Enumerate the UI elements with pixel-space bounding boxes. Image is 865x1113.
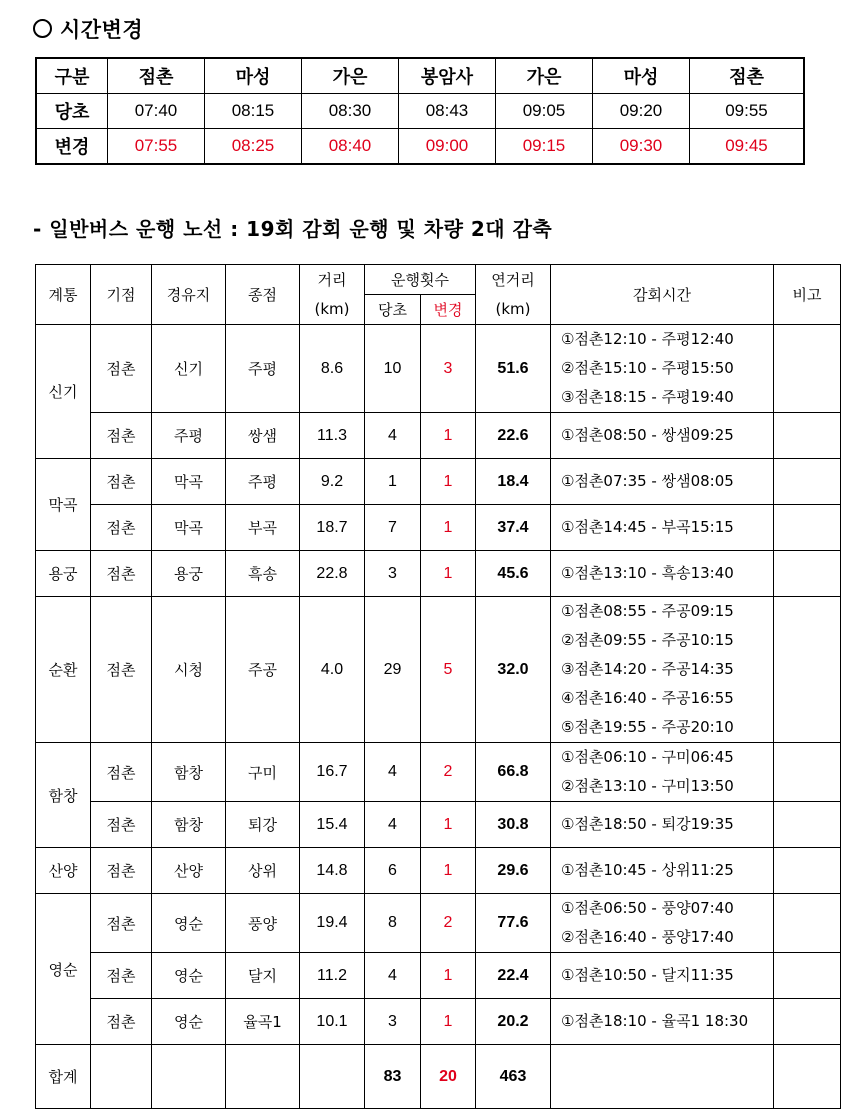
time-cell: 08:43	[399, 94, 496, 129]
via-cell: 용궁	[152, 551, 226, 597]
reduced-time-entry: ①점촌18:10 - 율곡1 18:30	[561, 1012, 749, 1030]
time-cell: 09:15	[496, 129, 593, 165]
empty-cell	[226, 1045, 300, 1109]
header-runs-changed: 변경	[421, 295, 476, 325]
header-runs: 운행횟수	[365, 265, 476, 295]
reduced-time-entry: ①점촌10:45 - 상위11:25	[561, 861, 734, 879]
reduced-times-cell	[551, 743, 774, 802]
origin-cell: 점촌	[91, 505, 152, 551]
reduced-times-cell	[551, 802, 774, 848]
header-origin: 기점	[91, 265, 152, 325]
reduced-time-entry: ①점촌18:50 - 퇴강19:35	[561, 815, 734, 833]
origin-cell: 점촌	[91, 953, 152, 999]
terminus-cell: 부곡	[226, 505, 300, 551]
route-row	[36, 953, 841, 999]
distance-cell: 9.2	[300, 459, 365, 505]
origin-cell: 점촌	[91, 802, 152, 848]
system-name: 신기	[36, 325, 91, 459]
bus-route-table	[35, 264, 841, 1109]
reduced-time-entry: ①점촌14:45 - 부곡15:15	[561, 518, 734, 536]
header-total-distance: 연거리	[476, 265, 551, 295]
origin-cell: 점촌	[91, 459, 152, 505]
terminus-cell: 상위	[226, 848, 300, 894]
time-cell: 09:00	[399, 129, 496, 165]
system-name: 순환	[36, 597, 91, 743]
time-cell: 09:45	[690, 129, 805, 165]
remarks-cell	[774, 743, 841, 802]
remarks-cell	[774, 459, 841, 505]
reduced-times-cell	[551, 505, 774, 551]
original-runs-cell: 3	[365, 999, 421, 1045]
section-2-title: - 일반버스 운행 노선 : 19회 감회 운행 및 차량 2대 감축	[33, 217, 553, 241]
origin-cell: 점촌	[91, 413, 152, 459]
total-distance-cell: 30.8	[476, 802, 551, 848]
reduced-time-entry: ①점촌07:35 - 쌍샘08:05	[561, 472, 734, 490]
time-cell: 09:55	[690, 94, 805, 129]
header-runs-original: 당초	[365, 295, 421, 325]
original-runs-cell: 7	[365, 505, 421, 551]
route-rows	[36, 325, 841, 1045]
distance-cell: 10.1	[300, 999, 365, 1045]
reduced-times-cell	[551, 848, 774, 894]
system-name: 영순	[36, 894, 91, 1045]
empty-cell	[774, 1045, 841, 1109]
system-name: 산양	[36, 848, 91, 894]
via-cell: 함창	[152, 802, 226, 848]
route-row	[36, 505, 841, 551]
empty-cell	[551, 1045, 774, 1109]
total-distance-cell: 66.8	[476, 743, 551, 802]
distance-cell: 14.8	[300, 848, 365, 894]
reduced-times-cell	[551, 953, 774, 999]
changed-runs-cell: 1	[421, 999, 476, 1045]
reduced-time-entry: ⑤점촌19:55 - 주공20:10	[561, 718, 734, 736]
distance-cell: 16.7	[300, 743, 365, 802]
remarks-cell	[774, 802, 841, 848]
reduced-time-entry: ①점촌06:10 - 구미06:45	[561, 748, 734, 766]
terminus-cell: 주공	[226, 597, 300, 743]
original-runs-cell: 1	[365, 459, 421, 505]
original-runs-cell: 3	[365, 551, 421, 597]
total-label: 합계	[36, 1045, 91, 1109]
origin-cell: 점촌	[91, 743, 152, 802]
terminus-cell: 주평	[226, 325, 300, 413]
header-distance: 거리	[300, 265, 365, 295]
total-distance-cell: 29.6	[476, 848, 551, 894]
row-label: 변경	[36, 129, 108, 165]
distance-cell: 15.4	[300, 802, 365, 848]
reduced-time-entry: ②점촌09:55 - 주공10:15	[561, 631, 734, 649]
total-distance-cell: 37.4	[476, 505, 551, 551]
changed-runs-cell: 1	[421, 802, 476, 848]
total-distance-cell: 18.4	[476, 459, 551, 505]
reduced-time-entry: ③점촌14:20 - 주공14:35	[561, 660, 734, 678]
header-via: 경유지	[152, 265, 226, 325]
reduced-time-entry: ①점촌10:50 - 달지11:35	[561, 966, 734, 984]
total-distance-sum: 463	[476, 1045, 551, 1109]
distance-cell: 19.4	[300, 894, 365, 953]
reduced-time-entry: ②점촌15:10 - 주평15:50	[561, 359, 734, 377]
reduced-times-cell	[551, 551, 774, 597]
original-runs-cell: 10	[365, 325, 421, 413]
changed-runs-cell: 1	[421, 413, 476, 459]
reduced-time-entry: ①점촌06:50 - 풍양07:40	[561, 899, 734, 917]
total-distance-cell: 22.6	[476, 413, 551, 459]
header-cell: 마성	[593, 58, 690, 94]
time-cell: 09:05	[496, 94, 593, 129]
total-original-runs: 83	[365, 1045, 421, 1109]
section-1-title: 시간변경	[60, 18, 144, 42]
reduced-time-entry: ④점촌16:40 - 주공16:55	[561, 689, 734, 707]
distance-cell: 11.2	[300, 953, 365, 999]
total-distance-cell: 51.6	[476, 325, 551, 413]
header-cell: 가은	[302, 58, 399, 94]
time-cell: 08:30	[302, 94, 399, 129]
origin-cell: 점촌	[91, 597, 152, 743]
via-cell: 함창	[152, 743, 226, 802]
changed-runs-cell: 3	[421, 325, 476, 413]
changed-runs-cell: 1	[421, 551, 476, 597]
remarks-cell	[774, 953, 841, 999]
changed-runs-cell: 1	[421, 848, 476, 894]
route-row	[36, 999, 841, 1045]
remarks-cell	[774, 848, 841, 894]
changed-runs-cell: 1	[421, 459, 476, 505]
reduced-time-entry: ③점촌18:15 - 주평19:40	[561, 388, 734, 406]
time-cell: 09:20	[593, 94, 690, 129]
row-label: 당초	[36, 94, 108, 129]
distance-cell: 4.0	[300, 597, 365, 743]
original-runs-cell: 8	[365, 894, 421, 953]
route-row	[36, 802, 841, 848]
distance-cell: 8.6	[300, 325, 365, 413]
original-runs-cell: 4	[365, 953, 421, 999]
time-cell: 08:25	[205, 129, 302, 165]
route-row	[36, 597, 841, 743]
reduced-time-entry: ①점촌08:50 - 쌍샘09:25	[561, 426, 734, 444]
via-cell: 영순	[152, 953, 226, 999]
total-distance-cell: 32.0	[476, 597, 551, 743]
total-distance-cell: 22.4	[476, 953, 551, 999]
via-cell: 신기	[152, 325, 226, 413]
total-distance-cell: 20.2	[476, 999, 551, 1045]
empty-cell	[152, 1045, 226, 1109]
remarks-cell	[774, 505, 841, 551]
reduced-time-entry: ①점촌12:10 - 주평12:40	[561, 330, 734, 348]
terminus-cell: 율곡1	[226, 999, 300, 1045]
origin-cell: 점촌	[91, 894, 152, 953]
changed-runs-cell: 2	[421, 894, 476, 953]
reduced-times-cell	[551, 325, 774, 413]
changed-times-row	[36, 129, 804, 165]
terminus-cell: 퇴강	[226, 802, 300, 848]
header-cell: 점촌	[690, 58, 805, 94]
reduced-times-cell	[551, 413, 774, 459]
time-cell: 07:55	[108, 129, 205, 165]
section-1-heading	[33, 14, 143, 44]
header-cell: 가은	[496, 58, 593, 94]
origin-cell: 점촌	[91, 551, 152, 597]
time-cell: 08:15	[205, 94, 302, 129]
reduced-time-entry: ②점촌16:40 - 풍양17:40	[561, 928, 734, 946]
reduced-times-cell	[551, 999, 774, 1045]
via-cell: 영순	[152, 894, 226, 953]
origin-cell: 점촌	[91, 325, 152, 413]
header-reduced-times: 감회시간	[551, 265, 774, 325]
reduced-time-entry: ①점촌08:55 - 주공09:15	[561, 602, 734, 620]
header-cell: 마성	[205, 58, 302, 94]
total-distance-cell: 77.6	[476, 894, 551, 953]
remarks-cell	[774, 413, 841, 459]
time-cell: 09:30	[593, 129, 690, 165]
time-change-table	[35, 57, 805, 165]
terminus-cell: 흑송	[226, 551, 300, 597]
via-cell: 막곡	[152, 459, 226, 505]
time-cell: 07:40	[108, 94, 205, 129]
terminus-cell: 구미	[226, 743, 300, 802]
remarks-cell	[774, 325, 841, 413]
circle-bullet-icon	[33, 19, 52, 38]
empty-cell	[91, 1045, 152, 1109]
total-row	[36, 1045, 841, 1109]
header-system: 계통	[36, 265, 91, 325]
system-name: 막곡	[36, 459, 91, 551]
route-row	[36, 551, 841, 597]
via-cell: 막곡	[152, 505, 226, 551]
header-terminus: 종점	[226, 265, 300, 325]
table-header-row	[36, 265, 841, 295]
changed-runs-cell: 1	[421, 953, 476, 999]
changed-runs-cell: 2	[421, 743, 476, 802]
header-cell: 구분	[36, 58, 108, 94]
remarks-cell	[774, 999, 841, 1045]
reduced-times-cell	[551, 459, 774, 505]
route-row	[36, 743, 841, 802]
header-distance-unit: (km)	[300, 295, 365, 325]
original-runs-cell: 4	[365, 413, 421, 459]
header-remarks: 비고	[774, 265, 841, 325]
distance-cell: 18.7	[300, 505, 365, 551]
system-name: 함창	[36, 743, 91, 848]
remarks-cell	[774, 597, 841, 743]
route-row	[36, 325, 841, 413]
route-row	[36, 413, 841, 459]
original-runs-cell: 4	[365, 802, 421, 848]
original-times-row	[36, 94, 804, 129]
header-total-unit: (km)	[476, 295, 551, 325]
original-runs-cell: 6	[365, 848, 421, 894]
remarks-cell	[774, 551, 841, 597]
original-runs-cell: 29	[365, 597, 421, 743]
changed-runs-cell: 1	[421, 505, 476, 551]
terminus-cell: 달지	[226, 953, 300, 999]
route-row	[36, 459, 841, 505]
distance-cell: 22.8	[300, 551, 365, 597]
total-distance-cell: 45.6	[476, 551, 551, 597]
via-cell: 주평	[152, 413, 226, 459]
reduced-time-entry: ①점촌13:10 - 흑송13:40	[561, 564, 734, 582]
total-changed-runs: 20	[421, 1045, 476, 1109]
reduced-times-cell	[551, 894, 774, 953]
empty-cell	[300, 1045, 365, 1109]
remarks-cell	[774, 894, 841, 953]
origin-cell: 점촌	[91, 999, 152, 1045]
distance-cell: 11.3	[300, 413, 365, 459]
reduced-times-cell	[551, 597, 774, 743]
route-row	[36, 894, 841, 953]
terminus-cell: 주평	[226, 459, 300, 505]
reduced-time-entry: ②점촌13:10 - 구미13:50	[561, 777, 734, 795]
changed-runs-cell: 5	[421, 597, 476, 743]
terminus-cell: 쌍샘	[226, 413, 300, 459]
header-cell: 봉암사	[399, 58, 496, 94]
via-cell: 산양	[152, 848, 226, 894]
header-cell: 점촌	[108, 58, 205, 94]
route-row	[36, 848, 841, 894]
original-runs-cell: 4	[365, 743, 421, 802]
system-name: 용궁	[36, 551, 91, 597]
time-change-header-row	[36, 58, 804, 94]
terminus-cell: 풍양	[226, 894, 300, 953]
via-cell: 시청	[152, 597, 226, 743]
via-cell: 영순	[152, 999, 226, 1045]
origin-cell: 점촌	[91, 848, 152, 894]
time-cell: 08:40	[302, 129, 399, 165]
